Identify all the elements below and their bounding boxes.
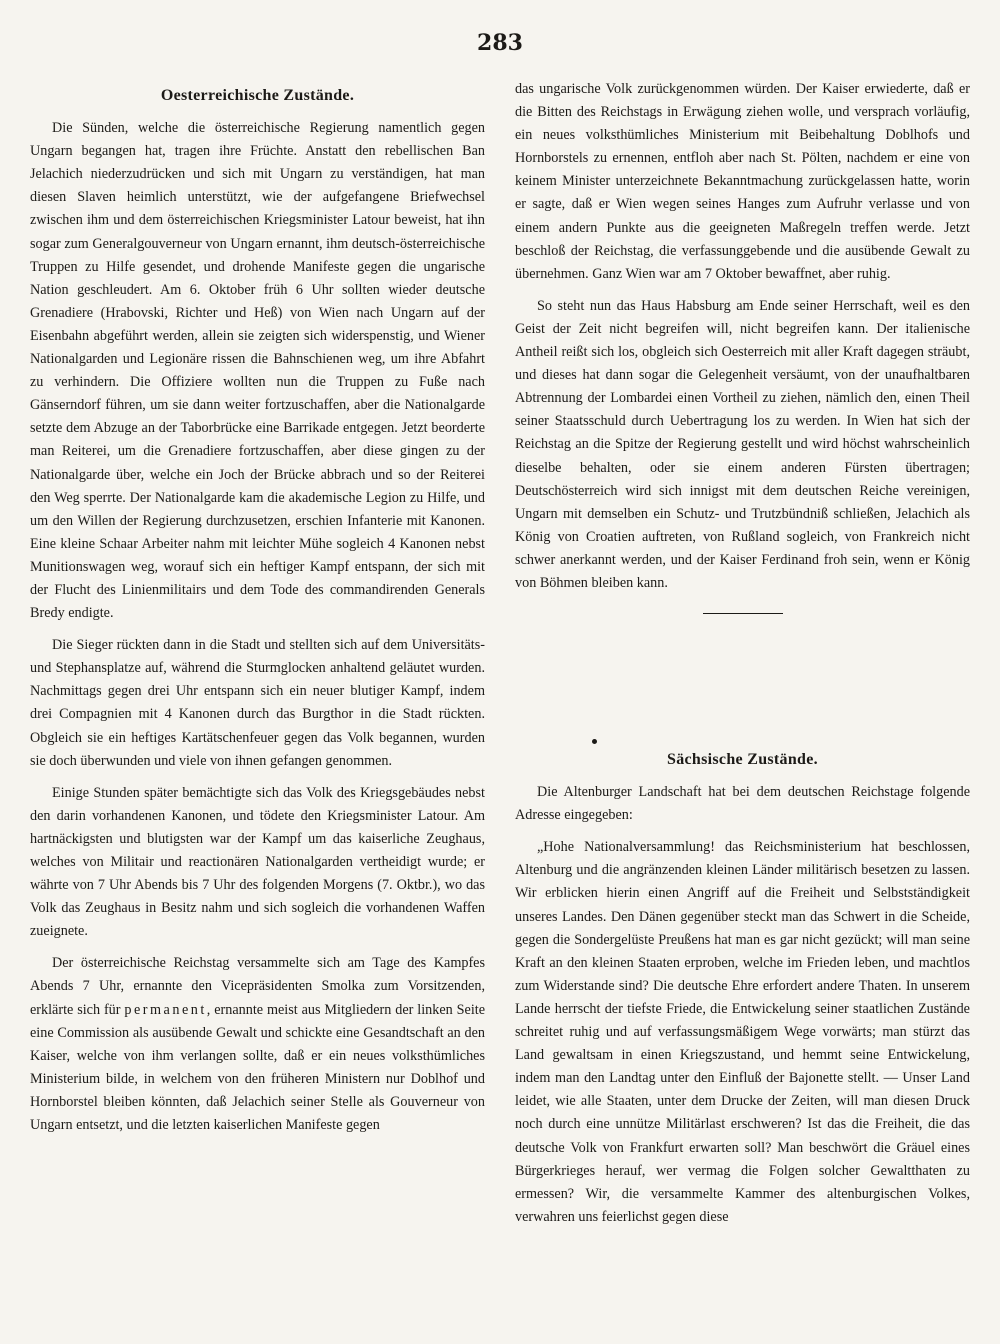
paragraph: das ungarische Volk zurückgenommen würden. Der Kaiser erwiederte, daß er die Bitten des Reichstags in Erwägung ziehen wolle, und versprach vorläufig, ein neues volksthümliches Ministerium mit Beibehaltung Doblhofs und Hornborstels zu ernennen, entfloh aber nach St. Pölten, nachdem er eine von keinem Minister unterzeichnete Bekanntmachung zurückgelassen hatte, worin er sagte, daß er Wien wegen seines Hanges zum Aufruhr verlasse und von einem andern Punkte aus die geeigneten Maßregeln treffen werde. Jetzt beschloß der Reichstag, die verfassunggebende und die ausübende Gewalt zu übernehmen. Ganz Wien war am 7 Oktober bewaffnet, aber ruhig. (515, 81, 970, 282)
paragraph: „Hohe Nationalversammlung! das Reichsministerium hat beschlossen, Altenburg und die angränzenden kleinen Länder militärisch besetzen zu lassen. Wir erblicken hierin einen Angriff auf die Freiheit und Selbstständigkeit unseres Landes. Den Dänen gegenüber steckt man das Schwert in die Scheide, gegen die Sondergelüste Preußens hat man es gar nicht gezückt; will man seine Kraft an den kleinen Staaten erproben, welche im Frieden leben, und machtlos zum Widerstande sind? Die deutsche Ehre erfordert andere Thaten. In unserem Lande herrscht der tiefste Friede, die Entwickelung seiner staatlichen Zustände schreitet ruhig und auf verfassungsmäßigem Wege vorwärts; man stürzt das Land gewaltsam in einen Kriegszustand, und hemmt seine Entwickelung, indem man den Landtag unter den Einfluß der Bajonette stellt. — Unser Land leidet, wie alle Staaten, unter dem Drucke der Zeiten, will man diesen Druck noch durch eine unnütze Militärlast erschweren? Ist das die Freiheit, die das deutsche Volk von Frankfurt erwarten soll? Man beschwört die Gräuel eines Bürgerkrieges herauf, wer vermag die Folgen solcher Gewaltthaten zu ermessen? Wir, die versammelte Kammer des altenburgischen Volkes, verwahren uns feierlichst gegen diese (515, 839, 970, 1225)
right-column-top (515, 78, 970, 640)
paragraph (30, 952, 485, 1137)
right-column-bottom (515, 742, 970, 1238)
emphasized-word: permanent (124, 1001, 207, 1018)
paragraph-text: Der österreichische Reichstag versammelte sich am Tage des Kampfes Abends 7 Uhr, ernannte den Vicepräsidenten Smolka zum Vorsitzenden, erklärte sich für (30, 955, 485, 1018)
paragraph: Einige Stunden später bemächtigte sich das Volk des Kriegsgebäudes nebst den darin vorhandenen Kanonen, und tödete den Kriegsminister Latour. Am hartnäckigsten und blutigsten war der Kampf um das kaiserliche Zeughaus, welches von Militair und reactionären Nationalgarden vertheidigt wurde; er währte von 7 Uhr Abends bis 7 Uhr des folgenden Morgens (7. Oktbr.), wo das Volk das Zeughaus in Besitz nahm und sich sogleich die vorhandenen Waffen zueignete. (30, 784, 485, 940)
left-column (30, 78, 485, 1146)
paragraph: Die Altenburger Landschaft hat bei dem deutschen Reichstage folgende Adresse eingegeben: (515, 784, 970, 824)
section-divider (703, 613, 783, 614)
paragraph: Die Sünden, welche die österreichische Regierung namentlich gegen Ungarn begangen hat, tragen ihre Früchte. Anstatt den rebellischen Ban Jelachich niederzudrücken und sich mit Ungarn zu verständigen, hat man diesen Slaven heimlich unterstützt, wie der aufgefangene Briefwechsel zwischen ihm und dem österreichischen Kriegsminister Latour beweist, hat ihn sogar zum Generalgouverneur von Ungarn ernannt, ihm deutsch-österreichische Truppen zu Hilfe gesendet, und drohende Manifeste gegen die ungarische Nation geschleudert. Am 6. Oktober früh 6 Uhr sollten wieder deutsche Grenadiere (Hrabovski, Richter und Heß) von Wien nach Ungarn auf der Eisenbahn abgeführt werden, allein sie zeigten sich widerspenstig, und Wiener Nationalgarden und Legionäre rissen die Bahnschienen weg, um ihre Abfahrt zu verhindern. Die Offiziere wollten nun die Truppen zu Fuße nach Gänserndorf führen, um sie dann weiter fortzuschaffen, aber die Nationalgarde setzte dem Abzuge an der Taborbrücke eine Barrikade entgegen. Jetzt beorderte man Reiterei, um die Grenadiere fortzuschaffen, aber diese gingen zu der Nationalgarde über, welche ein Joch der Brücke abbrach und so der Reiterei den Weg sperrte. Der Nationalgarde kam die akademische Legion zu Hilfe, und um den Willen der Regierung durchzusetzen, erschien Infanterie mit Kanonen. Eine kleine Schaar Arbeiter nahm mit leichter Mühe sogleich 4 Kanonen nebst Munitionswagen weg, worauf sich ein heftiger Kampf entspann, der sich mit der Flucht des Linienmilitairs und dem Tode des commandirenden Generals Bredy endigte. (30, 120, 485, 622)
page-number: 283 (477, 30, 523, 56)
paragraph: Die Sieger rückten dann in die Stadt und stellten sich auf dem Universitäts- und Stephansplatze auf, während die Sturmglocken anhaltend geläutet wurden. Nachmittags gegen drei Uhr entspann sich ein neuer blutiger Kampf, indem drei Compagnien mit 4 Kanonen durch das Burgthor in die Stadt rückten. Obgleich sie ein heftiges Kartätschenfeuer gegen das Volk begannen, wurden sie doch überwunden und viele von ihnen gefangen genommen. (30, 637, 485, 769)
paragraph-text: , ernannte meist aus Mitgliedern der linken Seite eine Commission als ausübende Gewalt und schickte eine Gesandtschaft an den Kaiser, welche von ihm verlangen sollte, daß er ein neues volksthümliches Ministerium bilde, in welchem von den früheren Ministern nur Doblhof und Hornborstel bleiben könnten, daß Jelachich seiner Stelle als Gouverneur von Ungarn entsetzt, und die letzten kaiserlichen Manifeste gegen (30, 1001, 485, 1134)
section-heading-austria: Oesterreichische Zustände. (160, 87, 355, 104)
paragraph: So steht nun das Haus Habsburg am Ende seiner Herrschaft, weil es den Geist der Zeit nicht begreifen will, nicht begreifen kann. Der italienische Antheil reißt sich los, obgleich sich Oesterreich mit aller Kraft dagegen sträubt, und dieses hat dann sogar die Gelegenheit versäumt, von der unaufhaltbaren Abtrennung der Lombardei einen Vortheil zu ziehen, nämlich den, einen Theil seiner Staatsschuld durch Uebertragung los zu werden. In Wien hat sich der Reichstag an die Spitze der Regierung gestellt und wird höchst wahrscheinlich dieselbe behalten, oder sie einem anderen Fürsten übertragen; Deutschösterreich wird sich innigst mit dem deutschen Reiche vereinigen, Ungarn mit demselben ein Schutz- und Trutzbündniß schließen, Jelachich als König von Croatien auftreten, von Rußland sogleich, von Frankreich nicht schwer anerkannt werden, und der Kaiser Ferdinand froh sein, wenn er König von Böhmen bleiben kann. (515, 297, 970, 591)
section-heading-saxony: Sächsische Zustände. (667, 751, 818, 768)
